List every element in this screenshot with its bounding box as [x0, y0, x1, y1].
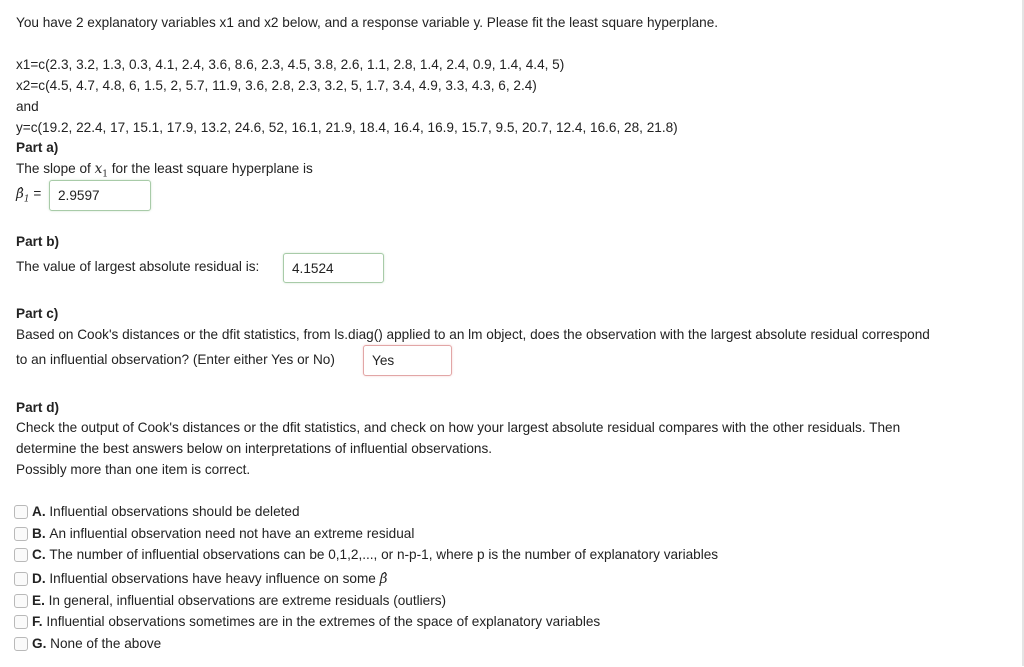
option-e[interactable]: E. In general, influential observations are extreme residuals (outliers): [14, 592, 446, 609]
option-c[interactable]: C. The number of influential observations can be 0,1,2,..., or n-p-1, where p is the number of explanatory variables: [14, 546, 718, 563]
x2-data: x2=c(4.5, 4.7, 4.8, 6, 1.5, 2, 5.7, 11.9, 3.6, 2.8, 2.3, 3.2, 5, 1.7, 3.4, 4.9, 3.3, 4.3, 6, 2.4): [16, 78, 537, 93]
option-f[interactable]: F. Influential observations sometimes are in the extremes of the space of explanatory variables: [14, 613, 600, 630]
part-d-prompt-1: Check the output of Cook's distances or the dfit statistics, and check on how your largest absolute residual compares with the other residuals. Then: [16, 420, 901, 435]
beta1-label: $\betâ_1$ =: [16, 186, 42, 205]
x1-symbol: $x_1$: [94, 161, 108, 180]
option-g[interactable]: G. None of the above: [14, 635, 161, 652]
option-a-checkbox[interactable]: [14, 505, 28, 519]
part-c-prompt-2: to an influential observation? (Enter either Yes or No): [16, 352, 335, 367]
part-b-answer-input[interactable]: 4.1524: [283, 253, 384, 283]
question-intro: You have 2 explanatory variables x1 and x2 below, and a response variable y. Please fit the least square hyperplane.: [16, 15, 719, 30]
part-b-prompt: The value of largest absolute residual is:: [16, 259, 260, 274]
x1-data: x1=c(2.3, 3.2, 1.3, 0.3, 4.1, 2.4, 3.6, 8.6, 2.3, 4.5, 3.8, 2.6, 1.1, 2.8, 1.4, 2.4, 0.9, 1.4, 4.4, 5): [16, 57, 565, 72]
part-a-answer-input[interactable]: 2.9597: [49, 180, 151, 211]
part-c-answer-input[interactable]: Yes: [363, 345, 452, 376]
option-c-checkbox[interactable]: [14, 548, 28, 562]
option-g-checkbox[interactable]: [14, 637, 28, 651]
part-d-prompt-2: determine the best answers below on interpretations of influential observations.: [16, 441, 493, 456]
option-f-checkbox[interactable]: [14, 615, 28, 629]
part-d-heading: Part d): [16, 400, 60, 415]
option-d-checkbox[interactable]: [14, 572, 28, 586]
option-b-checkbox[interactable]: [14, 527, 28, 541]
part-a-prompt: The slope of $x_1$ for the least square hyperplane is: [16, 161, 313, 180]
part-b-heading: Part b): [16, 234, 60, 249]
part-c-prompt-1: Based on Cook's distances or the dfit statistics, from ls.diag() applied to an lm object, does the observation with the largest absolute residual correspond: [16, 327, 930, 342]
part-a-heading: Part a): [16, 140, 59, 155]
part-d-prompt-3: Possibly more than one item is correct.: [16, 462, 251, 477]
part-c-heading: Part c): [16, 306, 59, 321]
and-text: and: [16, 99, 39, 114]
option-b[interactable]: B. An influential observation need not have an extreme residual: [14, 525, 414, 542]
option-e-checkbox[interactable]: [14, 594, 28, 608]
y-data: y=c(19.2, 22.4, 17, 15.1, 17.9, 13.2, 24.6, 52, 16.1, 21.9, 18.4, 16.4, 16.9, 15.7, 9.5, 20.7, 12.4, 16.6, 28, 21.8): [16, 120, 678, 135]
option-d[interactable]: D. Influential observations have heavy influence on some β̂: [14, 570, 387, 587]
option-a[interactable]: A. Influential observations should be deleted: [14, 503, 300, 520]
